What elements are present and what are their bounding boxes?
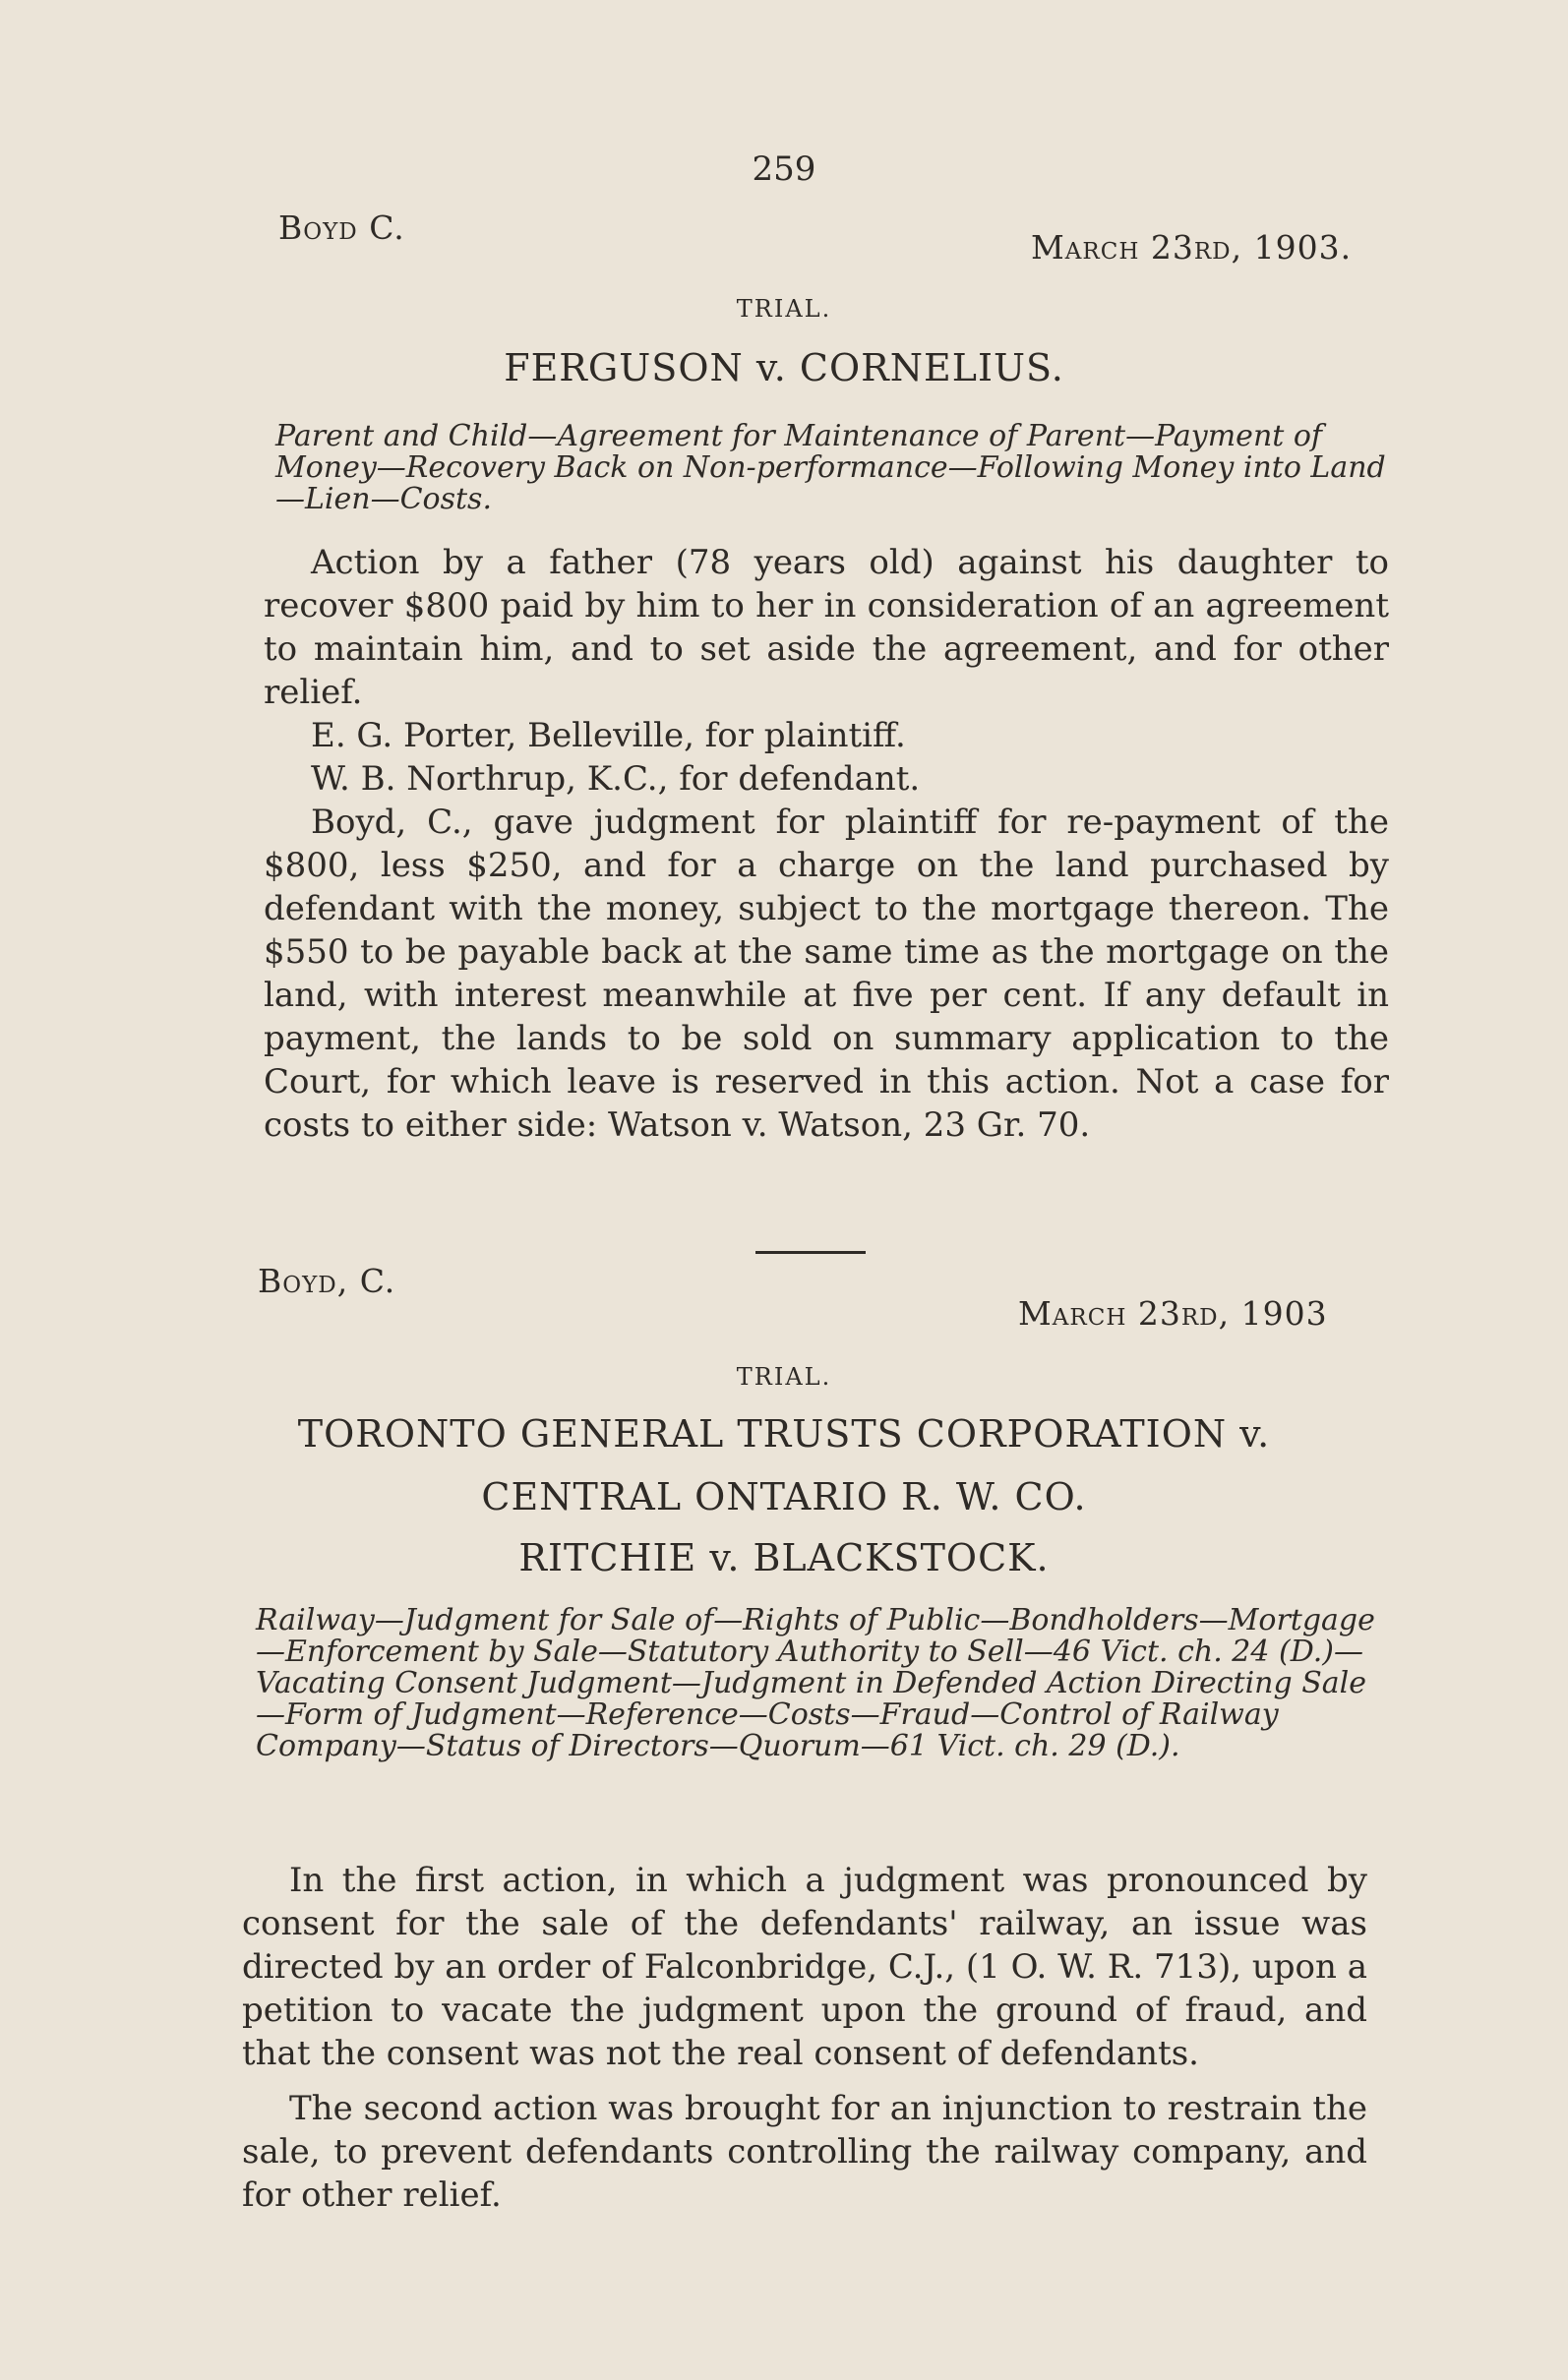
case2-headnote: Railway—Judgment for Sale of—Rights of Public—Bondholders—Mortgage—Enforcement by Sale—Statutory Authority to Sell—46 Vict. ch. 24 (D.)—Vacating Consent Judgment—Judgment in Defended Action Directing Sale—Form of Judgment—Reference—Costs—Fraud—Control of Railway Company—Status of Directors—Quorum—61 Vict. ch. 29 (D.).: [256, 1603, 1375, 1763]
case2-title-line3: RITCHIE v. BLACKSTOCK.: [518, 1536, 1050, 1579]
case2-paragraph-2: The second action was brought for an injunction to restrain the sale, to prevent defendants controlling the railway company, and for other relief.: [242, 2089, 1367, 2215]
counsel-defendant: W. B. Northrup, K.C., for defendant.: [311, 759, 921, 799]
case1-body: [264, 541, 1389, 1147]
case1-title: FERGUSON v. CORNELIUS.: [504, 346, 1064, 389]
case2-paragraph-1: In the first action, in which a judgment was pronounced by consent for the sale of the defendants' railway, an issue was directed by an order of Falconbridge, C.J., (1 O. W. R. 713), upon a petition to vacate the judgment upon the ground of fraud, and that the consent was not the real consent of defendants.: [242, 1861, 1367, 2073]
counsel-plaintiff: E. G. Porter, Belleville, for plaintiff.: [311, 716, 906, 755]
case2-judge: Boyd, C.: [258, 1262, 396, 1300]
case1-trial-label: TRIAL.: [736, 295, 832, 323]
page-number: 259: [752, 149, 816, 189]
case1-date: March 23rd, 1903.: [1031, 228, 1353, 267]
case1-judge: Boyd C.: [278, 208, 405, 247]
case2-date: March 23rd, 1903: [1018, 1294, 1328, 1333]
case1-headnote: Parent and Child—Agreement for Maintenance of Parent—Payment of Money—Recovery Back on Non-performance—Following Money into Land—Lien—Costs.: [275, 419, 1386, 516]
case2-body: [242, 1859, 1367, 2217]
case2-trial-label: TRIAL.: [736, 1363, 832, 1391]
case2-title-line2: CENTRAL ONTARIO R. W. CO.: [481, 1475, 1087, 1518]
case2-title-line1: TORONTO GENERAL TRUSTS CORPORATION v.: [297, 1412, 1271, 1456]
case1-paragraph: Action by a father (78 years old) against his daughter to recover $800 paid by him to her in consideration of an agreement to maintain him, and to set aside the agreement, and for other relief.: [264, 543, 1389, 712]
case1-judgment: Boyd, C., gave judgment for plaintiff for re-payment of the $800, less $250, and for a charge on the land purchased by defendant with the money, subject to the mortgage thereon. The $550 to be payable back at the same time as the mortgage on the land, with interest meanwhile at five per cent. If any default in payment, the lands to be sold on summary application to the Court, for which leave is reserved in this action. Not a case for costs to either side: Watson v. Watson, 23 Gr. 70.: [264, 803, 1389, 1145]
section-divider: [755, 1251, 866, 1254]
